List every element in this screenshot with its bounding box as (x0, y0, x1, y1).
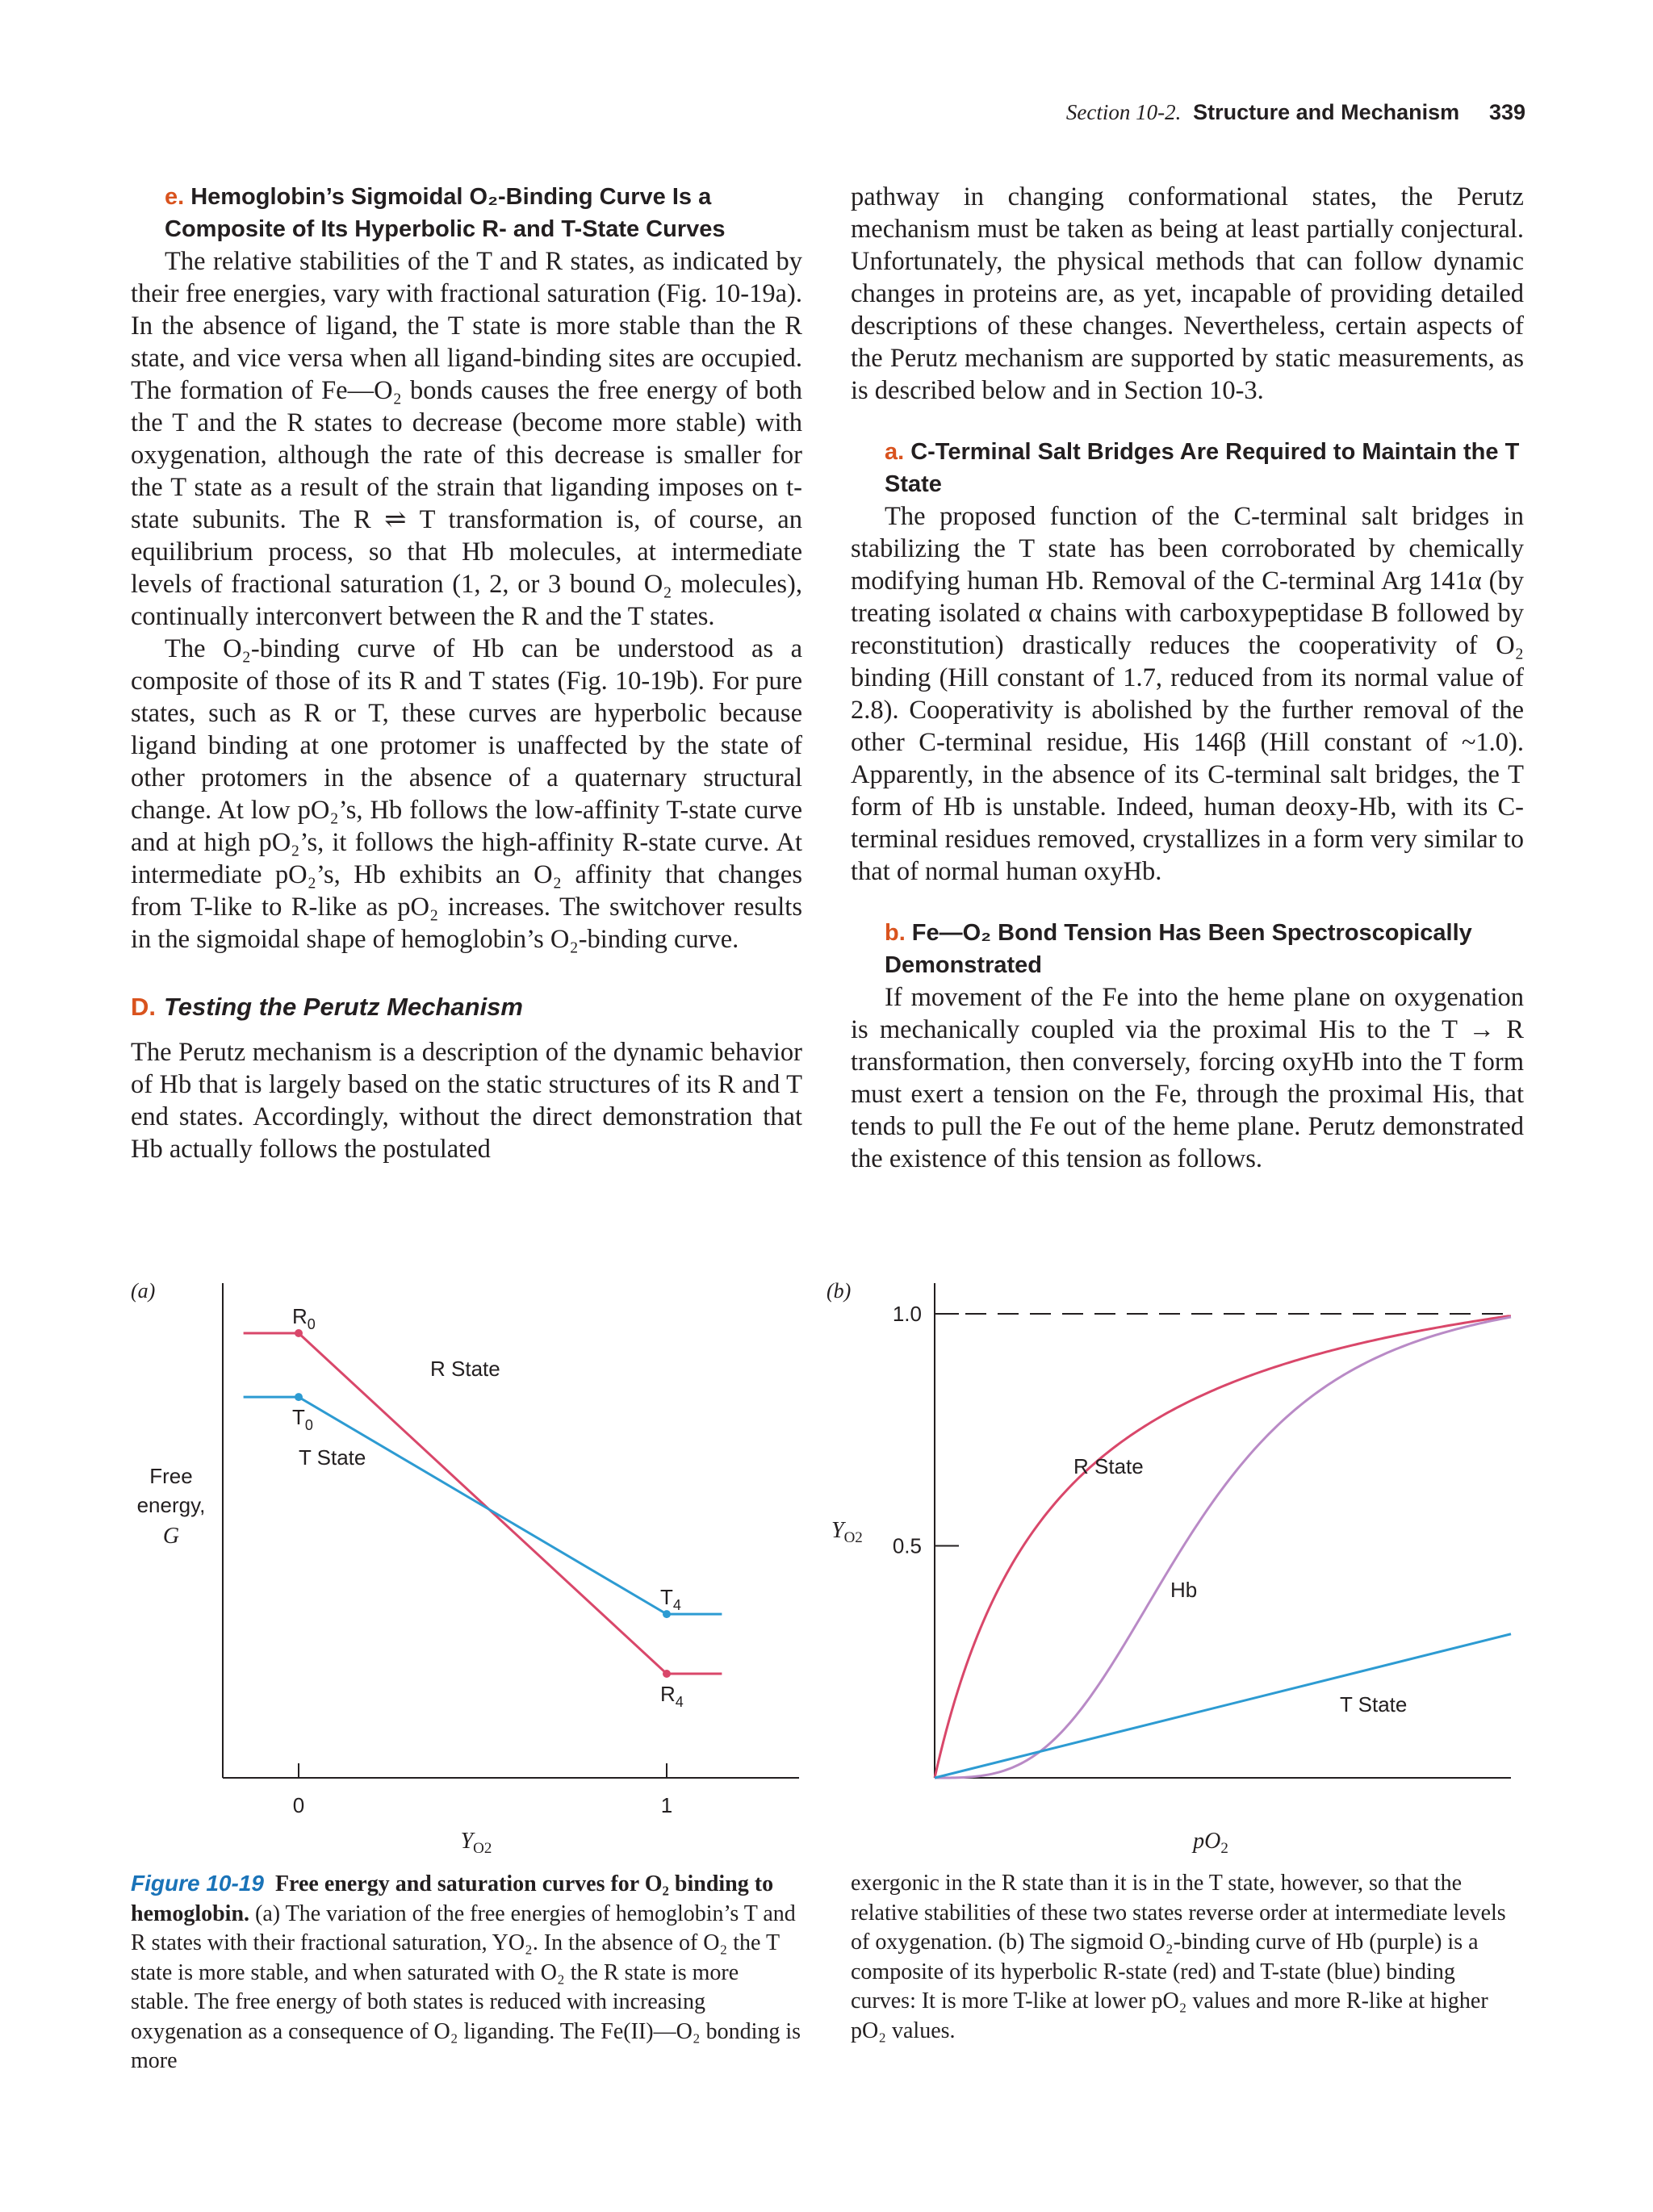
panel-a-point-label-R4: $R_4$ (660, 1682, 684, 1710)
panel-a-label: (a) (131, 1279, 156, 1303)
panel-b-label: (b) (826, 1279, 852, 1303)
panel-a-point-label-T0: $T_0$ (292, 1405, 313, 1434)
page-number: 339 (1488, 100, 1525, 124)
panel-b-ytick-label-1: 1.0 (892, 1302, 922, 1326)
panel-b-chart (826, 1279, 1511, 1857)
panel-a-ticks (293, 1763, 672, 1817)
panel-b-ticks (893, 1302, 959, 1558)
right-column (851, 181, 1524, 1175)
right-paragraph-2: The proposed function of the C-terminal salt bridges in stabilizing the T state has been corroborated by chemically modifying human Hb. Removal of the C-terminal Arg 141α (by treating isolated α chains with carboxypeptidase B followed by reconstitution) drastically reduces the cooperativity of O₂ binding (Hill constant of 1.7, reduced from its normal value of 2.8). Cooperativity is abolished by the further removal of the other C-terminal residue, His 146β (Hill constant of ~1.0). Apparently, in the absence of its C-terminal salt bridges, the T form of Hb is unstable. Indeed, human deoxy-Hb, with its C-terminal residues removed, crystallizes in a form very similar to that of normal human oxyHb. (851, 502, 1524, 886)
subsection-a-letter: a. (885, 439, 905, 465)
panel-a-line-r-state (244, 1333, 722, 1674)
panel-a-point-label-R0: $R_0$ (292, 1304, 316, 1332)
panel-b-ytick-label-0: 0.5 (892, 1533, 922, 1558)
subsection-e-heading (131, 181, 802, 245)
panel-a-rstate-label: R State (430, 1357, 500, 1381)
panel-b-line-r-state (935, 1316, 1511, 1778)
section-d-letter: D. (131, 993, 156, 1021)
panel-b-xlabel: $pO_2$ (1193, 1829, 1228, 1857)
panel-b-hb-label: Hb (1170, 1578, 1198, 1602)
panel-b-line-t-state (935, 1634, 1511, 1778)
header-section: Section 10-2. (1065, 100, 1182, 124)
panel-a-xtick-label-1: 1 (660, 1793, 673, 1817)
section-d-title: Testing the Perutz Mechanism (164, 993, 523, 1021)
panel-a-xtick-label-0: 0 (292, 1793, 305, 1817)
figure-svg (0, 1259, 1653, 1872)
panel-b-rstate-label: R State (1073, 1454, 1144, 1478)
caption-right (851, 1869, 1524, 2046)
panel-a-point-T0 (295, 1393, 303, 1401)
caption-right-body: exergonic in the R state than it is in the T state, however, so that the relative stabilities of these two states reverse order at intermediate levels of oxygenation. (b) The sigmoid O₂-binding curve of Hb (purple) is a composite of its hyperbolic R-state (red) and T-state (blue) binding curves: It is more T-like at lower pO₂ values and more R-like at higher pO₂ values. (851, 1871, 1506, 2043)
right-paragraph-1: pathway in changing conformational states, the Perutz mechanism must be taken as being at least partially conjectural. Unfortunately, the physical methods that can follow dynamic changes in proteins are, as yet, incapable of providing detailed descriptions of these changes. Nevertheless, certain aspects of the Perutz mechanism are supported by static measurements, as is described below and in Section 10-3. (851, 182, 1524, 405)
panel-a-xlabel: $Y_{O2}$ (460, 1829, 492, 1857)
panel-b-tstate-label: T State (1340, 1692, 1408, 1716)
left-column (131, 181, 802, 1165)
subsection-b-title: Fe—O₂ Bond Tension Has Been Spectroscopically Demonstrated (885, 920, 1472, 978)
panel-b-ylabel: $Y_{O2}$ (831, 1518, 863, 1546)
panel-a-ylabel-3: G (162, 1524, 180, 1549)
subsection-a-heading (851, 436, 1524, 500)
panel-a-point-R0 (295, 1329, 303, 1337)
caption-figure-label: Figure 10-19 (131, 1871, 264, 1896)
subsection-e-title: Hemoglobin’s Sigmoidal O₂-Binding Curve Is a Composite of Its Hyperbolic R- and T-State Curves (165, 184, 726, 242)
left-paragraph-3: The Perutz mechanism is a description of the dynamic behavior of Hb that is largely based on the static structures of its R and T end states. Accordingly, without the direct demonstration that Hb actually follows the postulated (131, 1038, 802, 1164)
subsection-e-letter: e. (165, 184, 185, 210)
section-d-heading (131, 991, 802, 1023)
panel-a-chart (131, 1279, 799, 1857)
panel-a-ylabel-1: Free (149, 1464, 193, 1488)
panel-a-point-T4 (663, 1610, 671, 1618)
caption-title: Free energy and saturation curves for O₂ binding to hemoglobin. (131, 1871, 774, 1926)
header-title: Structure and Mechanism (1193, 100, 1460, 124)
right-paragraph-3: If movement of the Fe into the heme plane on oxygenation is mechanically coupled via the proximal His to the T → R transformation, then conversely, forcing oxyHb into the T form must exert a tension on the Fe, through the proximal His, that tends to pull the Fe out of the heme plane. Perutz demonstrated the existence of this tension as follows. (851, 983, 1524, 1173)
caption-left-body: (a) The variation of the free energies of hemoglobin’s T and R states with their fractional saturation, YO₂. In the absence of O₂ the T state is more stable, and when saturated with O₂ the R state is more stable. The free energy of both states is reduced with increasing oxygenation as a consequence of O₂ liganding. The Fe(II)—O₂ bonding is more (131, 1900, 801, 2073)
panel-a-ylabel-2: energy, (136, 1493, 206, 1517)
panel-a-line-t-state (244, 1397, 722, 1614)
subsection-a-title: C-Terminal Salt Bridges Are Required to Maintain the T State (885, 439, 1520, 497)
caption-left (131, 1869, 802, 2076)
panel-b-series (935, 1314, 1511, 1778)
running-header (1049, 100, 1525, 125)
left-paragraph-2: The O₂-binding curve of Hb can be understood as a composite of those of its R and T states (Fig. 10-19b). For pure states, such as R or T, these curves are hyperbolic because ligand binding at one protomer is unaffected by the state of other protomers in the absence of a quaternary structural change. At low pO₂’s, Hb follows the low-affinity T-state curve and at high pO₂’s, it follows the high-affinity R-state curve. At intermediate pO₂’s, Hb exhibits an O₂ affinity that changes from T-like to R-like as pO₂ increases. The switchover results in the sigmoidal shape of hemoglobin’s O₂-binding curve. (131, 634, 802, 954)
subsection-b-heading (851, 917, 1524, 981)
subsection-b-letter: b. (885, 920, 906, 946)
caption-left-text (131, 1869, 802, 2076)
panel-a-point-label-T4: $T_4$ (660, 1585, 681, 1614)
panel-a-point-R4 (663, 1670, 671, 1678)
left-paragraph-1: The relative stabilities of the T and R states, as indicated by their free energies, vary with fractional saturation (Fig. 10-19a). In the absence of ligand, the T state is more stable than the R state, and vice versa when all ligand-binding sites are occupied. The formation of Fe—O₂ bonds causes the free energy of both the T and the R states to decrease (become more stable) with oxygenation, although the rate of this decrease is smaller for the T state as a result of the strain that liganding imposes on t-state subunits. The R ⇌ T transformation is, of course, an equilibrium process, so that Hb molecules, at intermediate levels of fractional saturation (1, 2, or 3 bound O₂ molecules), continually interconvert between the R and the T states. (131, 247, 802, 631)
figure-10-19 (0, 1259, 1653, 1872)
panel-a-tstate-label: T State (299, 1445, 366, 1470)
